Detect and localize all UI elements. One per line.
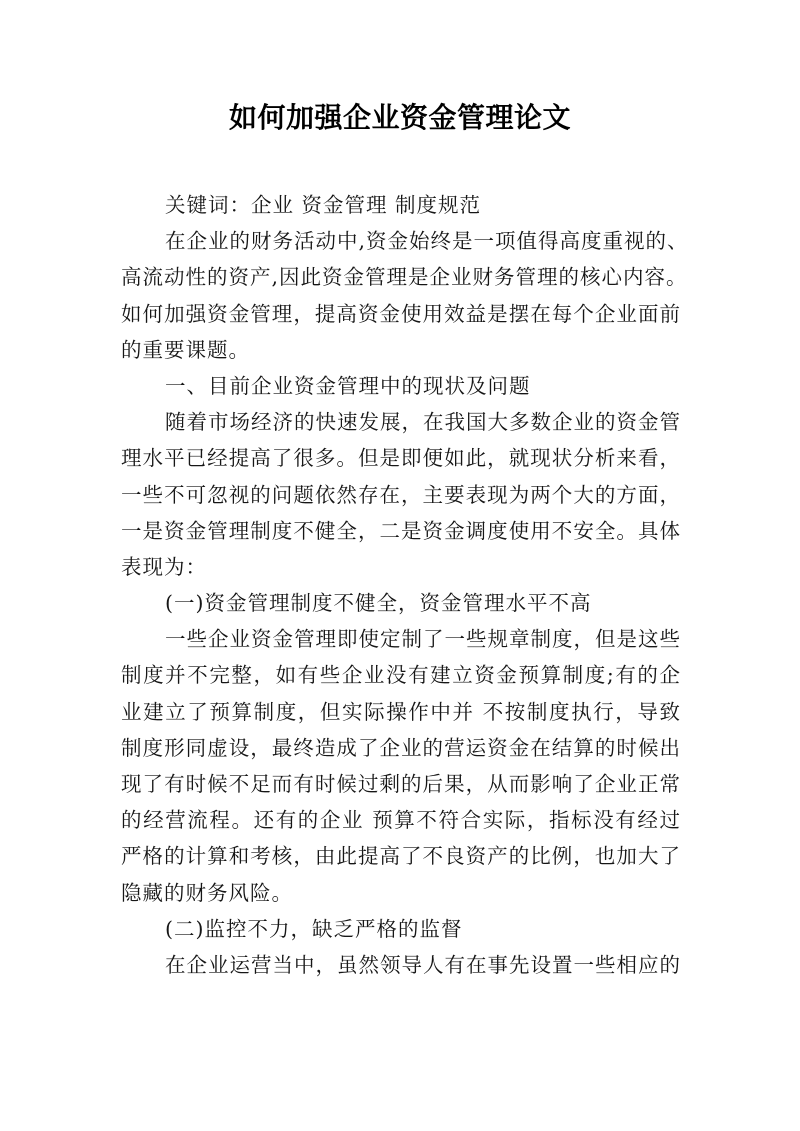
subsection-heading: (一)资金管理制度不健全，资金管理水平不高 bbox=[165, 591, 592, 616]
paragraph-line: 现了有时候不足而有时候过剩的后果，从而影响了企业正常 bbox=[121, 772, 681, 796]
paragraph-line: 业建立了预算制度，但实际操作中并 不按制度执行，导致 bbox=[121, 699, 681, 724]
paragraph-line: 在企业运营当中，虽然领导人有在事先设置一些相应的 bbox=[165, 952, 681, 977]
paragraph-line: 随着市场经济的快速发展，在我国大多数企业的资金管 bbox=[165, 410, 681, 435]
paragraph-line: 制度形同虚设，最终造成了企业的营运资金在结算的时候出 bbox=[121, 735, 681, 760]
paragraph-line: 的经营流程。还有的企业 预算不符合实际，指标没有经过 bbox=[121, 808, 681, 833]
paragraph-line: 严格的计算和考核，由此提高了不良资产的比例，也加大了 bbox=[121, 844, 681, 869]
paragraph-line: 在企业的财务活动中,资金始终是一项值得高度重视的、 bbox=[165, 229, 689, 254]
paragraph-line: 如何加强资金管理，提高资金使用效益是摆在每个企业面前 bbox=[121, 301, 681, 326]
paragraph-line: 一些不可忽视的问题依然存在，主要表现为两个大的方面， bbox=[121, 482, 681, 507]
keywords-line: 关键词：企业 资金管理 制度规范 bbox=[165, 193, 482, 217]
subsection-heading: (二)监控不力，缺乏严格的监督 bbox=[165, 916, 463, 941]
document-title: 如何加强企业资金管理论文 bbox=[228, 101, 571, 134]
paragraph-line: 一是资金管理制度不健全，二是资金调度使用不安全。具体 bbox=[121, 518, 681, 543]
paragraph-line: 一些企业资金管理即使定制了一些规章制度，但是这些 bbox=[165, 627, 681, 652]
paragraph-line: 高流动性的资产,因此资金管理是企业财务管理的核心内容。 bbox=[121, 265, 688, 290]
paragraph-line: 理水平已经提高了很多。但是即便如此，就现状分析来看， bbox=[121, 446, 681, 471]
section-heading: 一、目前企业资金管理中的现状及问题 bbox=[165, 373, 531, 398]
paragraph-line: 的重要课题。 bbox=[121, 337, 250, 362]
document-body bbox=[121, 187, 689, 983]
paragraph-line: 表现为： bbox=[121, 554, 207, 579]
paragraph-line: 隐藏的财务风险。 bbox=[121, 880, 293, 905]
paragraph-line: 制度并不完整，如有些企业没有建立资金预算制度;有的企 bbox=[121, 663, 681, 688]
